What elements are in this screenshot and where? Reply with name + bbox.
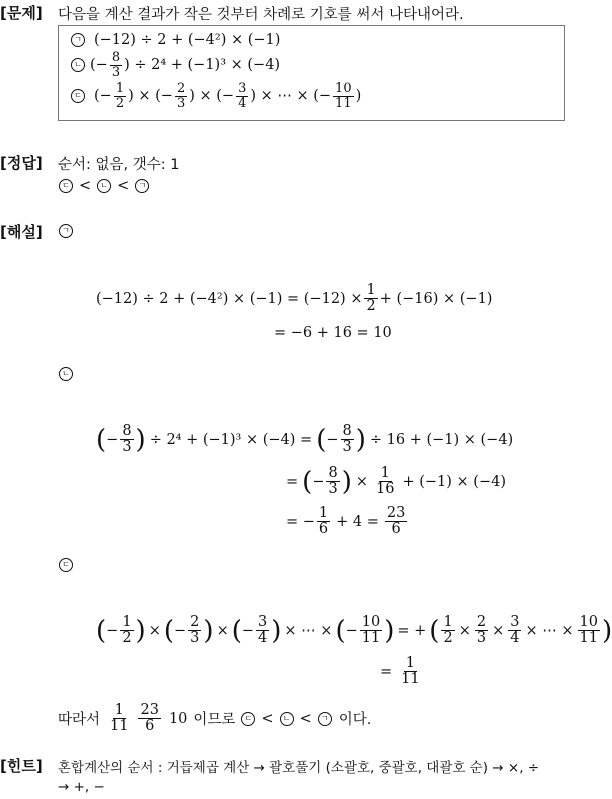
item-c-p4: ) × ⋯ × (− <box>250 88 332 105</box>
conclusion-frac1 <box>108 703 130 734</box>
solution-b-marker <box>58 366 74 382</box>
sol-b-l1-d: ÷ 16 + (−1) × (−4) <box>369 431 514 448</box>
item-c-frac2 <box>175 82 187 110</box>
conclusion-f1-den: 11 <box>110 718 129 735</box>
sol-a-l1-left: (−12) ÷ 2 + (−4²) × (−1) = (−12) × <box>96 290 363 307</box>
sol-b-l3-den: 6 <box>318 521 329 538</box>
sol-c-rfrac1 <box>441 615 454 646</box>
sol-c-frac1 <box>120 615 133 646</box>
sol-c-rtimes1: × <box>458 622 471 639</box>
conclusion-sep-2: < <box>299 710 312 727</box>
item-c-frac1 <box>114 82 126 110</box>
item-c-f4-den: 11 <box>335 95 352 111</box>
solution-a-line1 <box>96 283 492 314</box>
answer-marker-c-icon: ㄷ <box>59 179 73 193</box>
sol-b-l2-c: × <box>355 473 369 490</box>
sol-b-l2-frac2 <box>374 466 396 497</box>
sol-c-f4-den: 11 <box>361 630 381 647</box>
sol-c-eq: = <box>380 663 393 680</box>
item-b-prefix: (− <box>90 57 108 74</box>
answer-line1: 순서: 없음, 갯수: 1 <box>58 157 180 173</box>
paren-open: ( <box>231 615 242 646</box>
sol-c-minus2: − <box>174 622 187 639</box>
sol-c-rfrac3 <box>508 615 521 646</box>
conclusion-mid: 이므로 <box>193 712 236 729</box>
sol-c-f4-num: 10 <box>361 614 381 630</box>
conclusion-suffix: 이다. <box>338 712 372 729</box>
item-b-suffix: ) ÷ 2⁴ + (−1)³ × (−4) <box>124 57 281 74</box>
sol-c-rf2-den: 3 <box>476 630 487 647</box>
sol-b-l1-den2: 3 <box>342 439 352 456</box>
sol-c-rfrac2 <box>475 615 488 646</box>
paren-close: ) <box>271 615 282 646</box>
marker-a-icon: ㄱ <box>71 33 85 47</box>
problem-label: [문제] <box>0 4 43 22</box>
marker-c-icon: ㄷ <box>71 89 85 103</box>
sol-b-l3-frac <box>317 506 330 537</box>
sol-c-f2-den: 3 <box>190 630 200 647</box>
hint-line1: 혼합계산의 순서 : 거듭제곱 계산 → 괄호풀기 (소괄호, 중괄호, 대괄호 순) → ×, ÷ <box>58 760 540 776</box>
solution-b-line2 <box>286 466 506 497</box>
answer-marker-b-icon: ㄴ <box>97 179 111 193</box>
conclusion-marker-b-icon: ㄴ <box>280 712 294 726</box>
item-c-f2-num: 2 <box>176 81 186 96</box>
sol-c-dots: × ⋯ × <box>284 622 333 639</box>
item-c-f1-num: 1 <box>115 81 125 96</box>
sol-c-minus1: − <box>106 622 119 639</box>
sol-c-rtimes2: × <box>492 622 505 639</box>
sol-a-l1-frac <box>364 283 377 314</box>
sol-c-frac4 <box>360 615 382 646</box>
sol-b-l3-num: 1 <box>318 505 329 521</box>
solution-b-line3 <box>286 506 409 537</box>
paren-open: ( <box>96 615 107 646</box>
paren-open: ( <box>302 466 313 497</box>
sol-b-l2-frac <box>326 466 339 497</box>
item-c-f3-den: 4 <box>238 95 247 111</box>
conclusion-prefix: 따라서 <box>58 712 101 729</box>
item-c-f1-den: 2 <box>115 95 125 111</box>
paren-close: ) <box>203 615 214 646</box>
solution-b-line1 <box>96 424 513 455</box>
sol-a-l1-right: + (−16) × (−1) <box>379 290 493 307</box>
sol-c-times1: × <box>148 622 161 639</box>
conclusion-f2-den: 6 <box>145 718 155 735</box>
hint-line2: → +, − <box>58 779 105 795</box>
item-c-frac4 <box>333 82 354 110</box>
item-c-p1: (− <box>94 88 112 105</box>
item-a-expr: (−12) ÷ 2 + (−4²) × (−1) <box>94 32 281 48</box>
paren-open: ( <box>335 615 346 646</box>
sol-marker-c-icon: ㄷ <box>59 558 73 572</box>
paren-close: ) <box>341 466 352 497</box>
problem-item-b <box>70 51 280 79</box>
answer-marker-a-icon: ㄱ <box>135 179 149 193</box>
sol-b-l1-c: − <box>326 431 339 448</box>
sol-b-l1-frac <box>120 424 133 455</box>
sol-b-l3-b: + 4 = <box>336 513 379 530</box>
sol-c-frac2 <box>188 615 201 646</box>
solution-c-line2 <box>380 656 424 687</box>
sol-b-l3-num2: 23 <box>386 505 406 521</box>
sol-c-rfrac4 <box>578 615 600 646</box>
sol-b-l3-frac2 <box>385 506 407 537</box>
solution-label: [해설] <box>0 223 43 241</box>
solution-a-line2: = −6 + 16 = 10 <box>274 325 392 341</box>
sol-c-f3-den: 4 <box>258 630 268 647</box>
item-c-f4-num: 10 <box>335 81 352 96</box>
solution-a-marker <box>58 223 74 239</box>
paren-open: ( <box>316 424 327 455</box>
item-c-f3-num: 3 <box>238 81 247 96</box>
paren-close: ) <box>355 424 366 455</box>
problem-item-c <box>70 82 361 110</box>
item-b-den: 3 <box>111 64 121 80</box>
sol-c-rf4-num: 10 <box>579 614 598 630</box>
sol-c-rf1-num: 1 <box>443 614 453 630</box>
sol-b-l1-num: 8 <box>122 423 132 439</box>
problem-item-a <box>70 32 280 48</box>
sol-b-l2-num: 8 <box>328 465 338 481</box>
item-b-fraction <box>110 51 122 79</box>
item-c-p3: ) × (− <box>189 88 235 105</box>
paren-open: ( <box>429 615 440 646</box>
sol-c-f1-num: 1 <box>122 614 132 630</box>
solution-conclusion <box>58 703 371 734</box>
sol-c-rf1-den: 2 <box>443 630 453 647</box>
conclusion-marker-a-icon: ㄱ <box>318 712 332 726</box>
sol-b-l2-den2: 16 <box>376 481 395 498</box>
conclusion-v3: 10 <box>168 710 188 727</box>
solution-c-marker <box>58 557 74 573</box>
hint-label: [힌트] <box>0 757 43 775</box>
paren-close: ) <box>601 615 612 646</box>
item-c-p5: ) <box>355 88 362 105</box>
conclusion-f2-num: 23 <box>140 702 159 718</box>
sol-c-eq-plus: = + <box>397 622 427 639</box>
paren-open: ( <box>163 615 175 646</box>
conclusion-marker-c-icon: ㄷ <box>241 712 255 726</box>
solution-c-line1 <box>96 615 612 646</box>
sol-c-rf2-num: 2 <box>476 614 487 630</box>
sol-b-l1-den: 3 <box>122 439 132 456</box>
sol-c-minus4: − <box>345 622 358 639</box>
sol-b-l1-frac2 <box>341 424 354 455</box>
sol-c-frac3 <box>256 615 269 646</box>
paren-close: ) <box>384 615 395 646</box>
sol-marker-b-icon: ㄴ <box>59 367 73 381</box>
item-c-f2-den: 3 <box>176 95 186 111</box>
marker-b-icon: ㄴ <box>71 58 85 72</box>
sol-b-l3-den2: 6 <box>391 521 401 538</box>
sol-b-l3-a: = − <box>286 513 315 530</box>
sol-c-result-num: 1 <box>405 655 415 671</box>
sol-c-rdots: × ⋯ × <box>525 622 574 639</box>
answer-order <box>58 178 150 194</box>
sol-c-rf4-den: 11 <box>579 630 598 647</box>
sol-c-minus3: − <box>241 622 255 639</box>
sol-c-rf3-num: 3 <box>510 614 520 630</box>
sol-a-l1-den: 2 <box>366 298 376 315</box>
sol-c-f1-den: 2 <box>122 630 132 647</box>
sol-c-result-den: 11 <box>401 671 420 688</box>
item-c-frac3 <box>236 82 248 110</box>
sol-b-l1-b: ÷ 2⁴ + (−1)³ × (−4) = <box>149 431 313 448</box>
problem-text: 다음을 계산 결과가 작은 것부터 차례로 기호를 써서 나타내어라. <box>58 7 464 23</box>
sol-c-times2: × <box>216 622 229 639</box>
paren-close: ) <box>135 424 146 455</box>
sol-c-f3-num: 3 <box>258 614 268 630</box>
sol-b-l2-d: + (−1) × (−4) <box>402 473 506 490</box>
sol-c-rf3-den: 4 <box>510 630 520 647</box>
item-c-p2: ) × (− <box>128 88 173 105</box>
sol-c-result <box>399 656 421 687</box>
sol-a-l1-num: 1 <box>366 282 376 298</box>
sol-b-l2-b: − <box>312 473 325 490</box>
conclusion-frac2 <box>138 703 160 734</box>
paren-open: ( <box>96 424 107 455</box>
answer-sep-2: < <box>117 178 130 194</box>
answer-sep-1: < <box>79 178 92 194</box>
sol-b-l2-num2: 1 <box>380 465 390 481</box>
sol-b-l2-a: = <box>286 473 299 490</box>
sol-marker-a-icon: ㄱ <box>59 224 73 238</box>
sol-c-f2-num: 2 <box>190 614 200 630</box>
answer-label: [정답] <box>0 154 43 172</box>
paren-close: ) <box>135 615 146 646</box>
sol-b-l2-den: 3 <box>328 481 338 498</box>
sol-b-l1-num2: 8 <box>342 423 352 439</box>
conclusion-f1-num: 1 <box>114 702 124 718</box>
sol-b-l1-a: − <box>106 431 119 448</box>
item-b-num: 8 <box>111 50 121 65</box>
conclusion-sep-1: < <box>261 710 274 727</box>
